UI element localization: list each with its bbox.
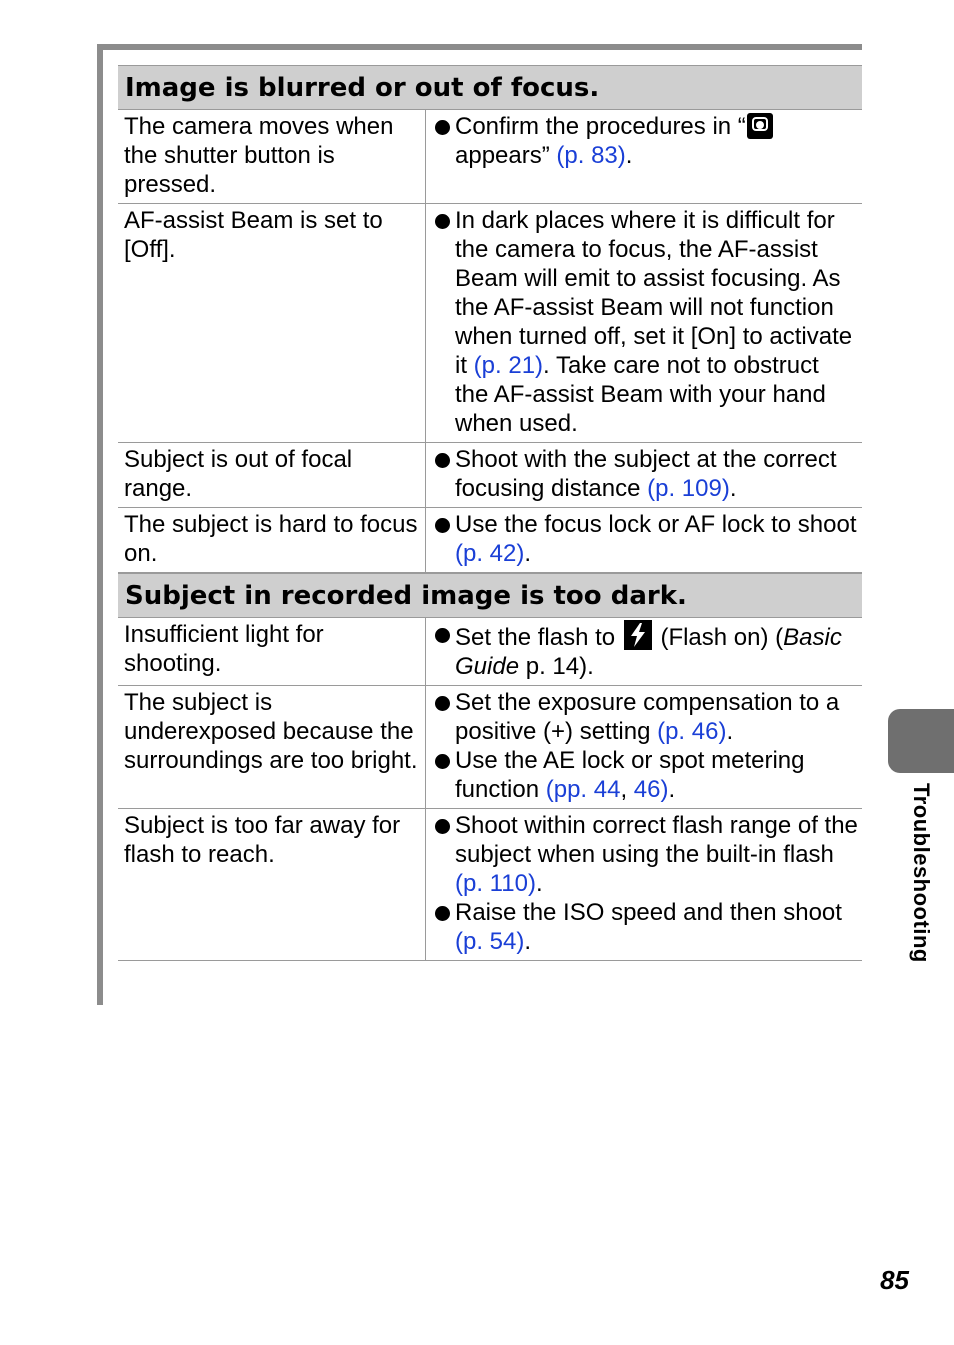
frame-left-border bbox=[97, 44, 103, 1005]
cause-cell: The subject is hard to focus on. bbox=[118, 508, 426, 572]
chapter-tab-marker bbox=[888, 709, 954, 773]
page-link[interactable]: (p. 46) bbox=[657, 718, 727, 745]
solution-cell bbox=[426, 204, 862, 442]
solution-cell bbox=[426, 686, 862, 808]
solution-cell bbox=[426, 508, 862, 572]
cause-cell: The subject is underexposed because the surroundings are too bright. bbox=[118, 686, 426, 808]
solution-bullet: Raise the ISO speed and then shoot (p. 54). bbox=[434, 898, 858, 956]
solution-cell bbox=[426, 618, 862, 685]
table-row bbox=[118, 443, 862, 508]
solution-bullet: Shoot within correct flash range of the subject when using the built-in flash (p. 110). bbox=[434, 811, 858, 898]
page-number: 85 bbox=[880, 1265, 909, 1295]
solution-bullet: Set the flash to (Flash on) (Basic Guide p. 14). bbox=[434, 620, 858, 681]
cause-cell: AF-assist Beam is set to [Off]. bbox=[118, 204, 426, 442]
table-row bbox=[118, 618, 862, 686]
solution-bullet: Shoot with the subject at the correct focusing distance (p. 109). bbox=[434, 445, 858, 503]
table-row bbox=[118, 508, 862, 573]
flash-icon bbox=[624, 620, 652, 650]
table-row bbox=[118, 809, 862, 961]
table-row bbox=[118, 204, 862, 443]
solution-bullet: In dark places where it is difficult for the camera to focus, the AF-assist Beam will emit to assist focusing. As the AF-assist Beam will not function when turned off, set it [On] to activate it (p. 21). Take care not to obstruct the AF-assist Beam with your hand when used. bbox=[434, 206, 858, 438]
cause-cell: Insufficient light for shooting. bbox=[118, 618, 426, 685]
cause-cell: Subject is out of focal range. bbox=[118, 443, 426, 507]
section-title-dark: Subject in recorded image is too dark. bbox=[118, 573, 862, 618]
solution-cell bbox=[426, 110, 862, 203]
troubleshooting-table bbox=[118, 65, 862, 961]
page-link[interactable]: 46) bbox=[633, 776, 669, 803]
solution-cell bbox=[426, 809, 862, 960]
solution-bullet: Confirm the procedures in “ appears” (p. 83). bbox=[434, 112, 858, 170]
camera-shake-icon bbox=[747, 113, 773, 139]
page-link[interactable]: (p. 21) bbox=[473, 352, 544, 379]
table-row bbox=[118, 686, 862, 809]
page-link[interactable]: (p. 110) bbox=[455, 870, 536, 897]
section-title-blurred: Image is blurred or out of focus. bbox=[118, 65, 862, 110]
solution-bullet: Use the AE lock or spot metering function (pp. 44, 46). bbox=[434, 746, 858, 804]
solution-cell bbox=[426, 443, 862, 507]
page-link[interactable]: (p. 42) bbox=[455, 540, 525, 567]
page-link[interactable]: (p. 83) bbox=[556, 142, 626, 169]
page-link[interactable]: (pp. 44 bbox=[545, 776, 621, 803]
chapter-side-label: Troubleshooting bbox=[909, 783, 934, 963]
page-link[interactable]: (p. 109) bbox=[647, 475, 730, 502]
cause-cell: Subject is too far away for flash to reach. bbox=[118, 809, 426, 960]
cause-cell: The camera moves when the shutter button is pressed. bbox=[118, 110, 426, 203]
page-link[interactable]: (p. 54) bbox=[455, 928, 525, 955]
frame-top-border bbox=[97, 44, 862, 50]
table-row bbox=[118, 110, 862, 204]
solution-bullet: Set the exposure compensation to a positive (+) setting (p. 46). bbox=[434, 688, 858, 746]
solution-bullet: Use the focus lock or AF lock to shoot (p. 42). bbox=[434, 510, 858, 568]
